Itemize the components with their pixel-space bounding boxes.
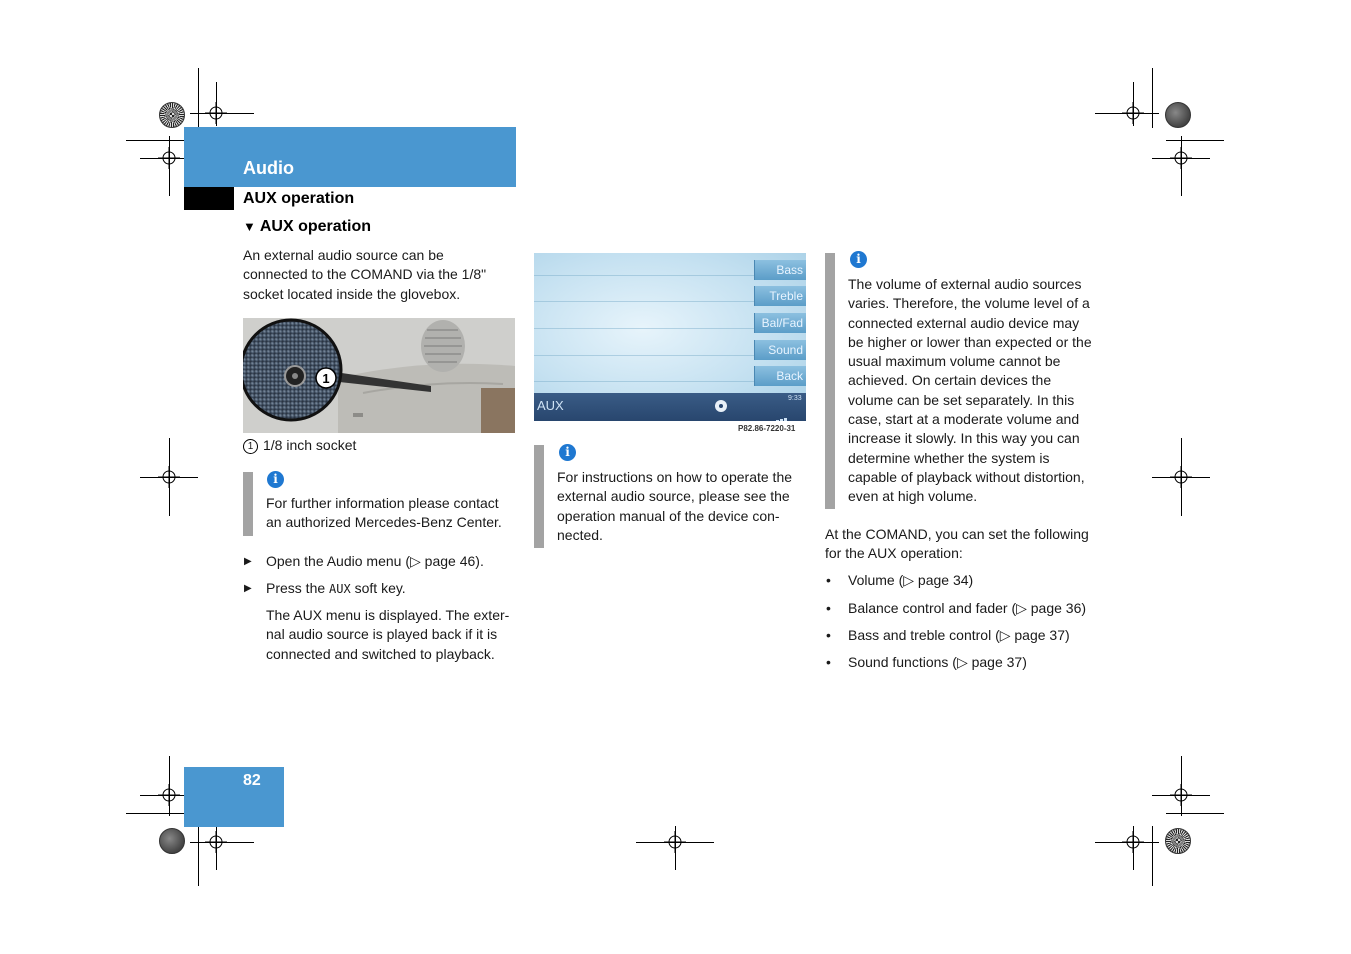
figure-code: P82.86-7220-31 (738, 424, 796, 433)
info-line: achieved. On certain devices the (848, 372, 1052, 389)
info-icon: i (850, 251, 867, 268)
subsection-title: AUX operation (243, 190, 355, 207)
list-item: • Sound functions (▷ page 37) (848, 653, 1027, 672)
intro-line: An external audio source can be (243, 247, 444, 263)
softkey-bal-fad: Bal/Fad (754, 313, 806, 333)
info-bar (825, 253, 835, 509)
page-number: 82 (243, 772, 261, 789)
figure-caption (243, 437, 356, 454)
info-line: case, start at a moderate volume and (848, 411, 1080, 428)
info-line: For further information please contact (266, 495, 499, 511)
info-line: volume can be set separately. In this (848, 391, 1075, 408)
signal-bars-icon (768, 406, 788, 421)
bullet-icon: • (826, 654, 831, 670)
softkey-sound: Sound (754, 340, 806, 360)
list-item: • Balance control and fader (▷ page 36) (848, 599, 1086, 618)
settings-intro-line: for the AUX operation: (825, 545, 963, 562)
step-press-aux: ▶ Press the AUX soft key. (266, 579, 406, 599)
triangle-down-icon: ▼ (243, 219, 256, 234)
step-arrow-icon: ▶ (244, 556, 252, 567)
page-number-box (184, 767, 284, 827)
bullet-icon: • (826, 600, 831, 616)
info-line: an authorized Mercedes-Benz Center. (266, 514, 502, 531)
intro-paragraph (243, 246, 515, 304)
info-note-3 (848, 275, 1110, 507)
status-time: 9:33 (788, 395, 802, 402)
settings-intro-line: At the COMAND, you can set the following (825, 526, 1089, 542)
comand-aux-screen (534, 253, 806, 421)
status-source-label: AUX (537, 398, 564, 413)
info-line: determine whether the system is (848, 449, 1050, 466)
info-bar (243, 472, 253, 536)
info-line: nected. (557, 526, 603, 543)
info-icon: i (559, 444, 576, 461)
screen-status-bar (534, 393, 806, 421)
softkey-back: Back (754, 366, 806, 386)
info-line: For instructions on how to operate the (557, 469, 793, 485)
caption-text: 1/8 inch socket (263, 437, 357, 453)
bullet-icon: • (826, 572, 831, 588)
photo-callout: 1 (322, 371, 330, 386)
result-line: connected and switched to playback. (266, 645, 495, 662)
info-line: external audio source, please see the (557, 488, 790, 505)
info-line: even at high volume. (848, 488, 978, 505)
intro-line: socket located inside the glovebox. (243, 285, 461, 302)
step-open-audio-menu: ▶ Open the Audio menu (▷ page 46). (266, 552, 484, 571)
page-ref-icon: ▷ (410, 553, 421, 569)
heading-text: AUX operation (259, 218, 371, 235)
list-item: • Bass and treble control (▷ page 37) (848, 626, 1070, 645)
info-line: be higher or lower than expected or the (848, 333, 1092, 350)
info-icon: i (267, 471, 284, 488)
intro-line: connected to the COMAND via the 1/8" (243, 266, 487, 283)
result-line: nal audio source is played back if it is (266, 626, 498, 643)
softkey-treble: Treble (754, 286, 806, 306)
result-line: The AUX menu is displayed. The exter- (266, 607, 510, 623)
info-line: operation manual of the device con- (557, 507, 780, 524)
list-item: • Volume (▷ page 34) (848, 571, 973, 590)
info-note-1 (266, 494, 522, 533)
aux-softkey-name: AUX (329, 582, 351, 596)
info-bar (534, 445, 544, 548)
info-line: increase it slowly. In this way you can (848, 430, 1080, 447)
bullet-icon: • (826, 627, 831, 643)
info-line: usual maximum volume cannot be (848, 353, 1061, 370)
info-line: The volume of external audio sources (848, 276, 1082, 292)
page-heading (243, 218, 371, 236)
settings-intro (825, 525, 1115, 564)
step-arrow-icon: ▶ (244, 583, 252, 594)
info-line: capable of playback without distortion, (848, 468, 1085, 485)
callout-number: 1 (243, 439, 258, 454)
section-title: Audio (243, 158, 294, 178)
section-header-band (184, 127, 516, 187)
softkey-bass: Bass (754, 260, 806, 280)
subsection-tab (184, 187, 234, 210)
info-line: varies. Therefore, the volume level of a (848, 295, 1090, 312)
info-line: connected external audio device may (848, 314, 1080, 331)
step-result (266, 606, 522, 664)
disc-icon (715, 400, 727, 412)
info-note-2 (557, 468, 813, 545)
glovebox-socket-photo (243, 318, 515, 433)
